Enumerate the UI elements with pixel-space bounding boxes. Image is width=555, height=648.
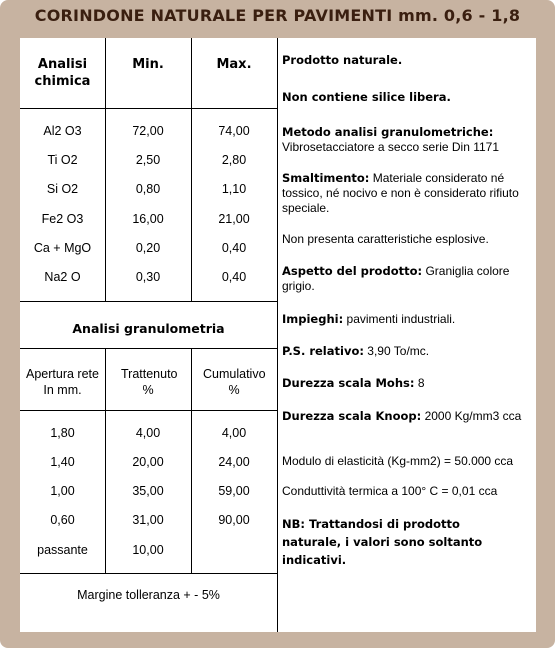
chem-max: 21,00 xyxy=(218,212,250,226)
info-method xyxy=(282,125,532,155)
info-appearance-label: Aspetto del prodotto: xyxy=(282,264,423,278)
chem-header-divider xyxy=(20,108,277,109)
info-nb: NB: Trattandosi di prodotto naturale, i valori sono soltanto indicativi. xyxy=(282,517,483,567)
info-disposal-text: Materiale considerato né tossico, né nocivo e non è considerato rifiuto speciale. xyxy=(282,171,519,215)
chem-element: Si O2 xyxy=(46,182,79,196)
chem-element: Ti O2 xyxy=(47,153,78,167)
info-elasticity: Modulo di elasticità (Kg-mm2) = 50.000 cca xyxy=(282,454,514,468)
chem-element: Ca + MgO xyxy=(33,241,92,255)
info-natural: Prodotto naturale. xyxy=(282,53,403,67)
page-title: CORINDONE NATURALE PER PAVIMENTI mm. 0,6 - 1,8 xyxy=(34,6,521,25)
info-mohs-label: Durezza scala Mohs: xyxy=(282,376,415,390)
chem-min: 2,50 xyxy=(135,153,161,167)
tolerance-note: Margine tolleranza + - 5% xyxy=(77,588,220,602)
chem-min: 0,80 xyxy=(135,182,161,196)
chem-header-min: Min. xyxy=(132,57,164,72)
info-method-text: Vibrosetacciatore a secco serie Din 1171 xyxy=(282,140,500,154)
chem-header-max: Max. xyxy=(216,57,252,72)
info-knoop-text: 2000 Kg/mm3 cca xyxy=(424,409,522,423)
info-disposal-label: Smaltimento: xyxy=(282,171,370,185)
gran-trattenuto: 10,00 xyxy=(132,543,164,557)
gran-header-trattenuto: Trattenuto % xyxy=(121,367,178,397)
gran-title: Analisi granulometria xyxy=(72,321,225,336)
chem-max: 0,40 xyxy=(221,270,247,284)
gran-apertura: 1,80 xyxy=(50,426,75,440)
info-disposal xyxy=(282,171,532,216)
info-explosive: Non presenta caratteristiche esplosive. xyxy=(282,232,489,246)
gran-header-apertura: Apertura rete In mm. xyxy=(26,367,99,397)
gran-header-divider xyxy=(20,410,277,411)
gran-cumulativo: 4,00 xyxy=(221,426,247,440)
gran-apertura: 0,60 xyxy=(50,513,75,527)
chem-min: 16,00 xyxy=(132,212,164,226)
chem-table-bottom xyxy=(20,301,277,302)
chem-min: 0,30 xyxy=(135,270,161,284)
info-uses-label: Impieghi: xyxy=(282,312,344,326)
tables-panel xyxy=(20,38,278,632)
chem-element: Fe2 O3 xyxy=(41,212,84,226)
info-weight-text: 3,90 To/mc. xyxy=(367,344,430,358)
gran-trattenuto: 31,00 xyxy=(132,513,164,527)
info-knoop-label: Durezza scala Knoop: xyxy=(282,409,422,423)
info-appearance-text: Graniglia colore grigio. xyxy=(282,264,510,293)
chem-max: 74,00 xyxy=(218,124,250,138)
gran-cumulativo: 59,00 xyxy=(218,484,250,498)
chem-max: 1,10 xyxy=(221,182,247,196)
info-uses xyxy=(282,312,532,327)
info-mohs xyxy=(282,376,532,391)
info-weight xyxy=(282,344,532,359)
chem-element: Na2 O xyxy=(44,270,81,284)
chem-element: Al2 O3 xyxy=(43,124,82,138)
info-weight-label: P.S. relativo: xyxy=(282,344,364,358)
gran-trattenuto: 35,00 xyxy=(132,484,164,498)
gran-table-bottom xyxy=(20,573,277,574)
chem-max: 0,40 xyxy=(221,241,247,255)
gran-apertura: 1,40 xyxy=(50,455,75,469)
gran-title-divider xyxy=(20,348,277,349)
gran-cumulativo: 24,00 xyxy=(218,455,250,469)
chem-max: 2,80 xyxy=(221,153,247,167)
gran-trattenuto: 20,00 xyxy=(132,455,164,469)
chem-min: 0,20 xyxy=(135,241,161,255)
info-mohs-text: 8 xyxy=(417,376,425,390)
chem-header-analisi: Analisi chimica xyxy=(34,57,91,89)
gran-apertura: passante xyxy=(37,543,88,557)
gran-apertura: 1,00 xyxy=(50,484,75,498)
info-conductivity: Conduttività termica a 100° C = 0,01 cca xyxy=(282,484,498,498)
info-appearance xyxy=(282,264,532,294)
info-method-label: Metodo analisi granulometriche: xyxy=(282,125,494,139)
gran-header-cumulativo: Cumulativo % xyxy=(203,367,266,397)
data-sheet xyxy=(20,38,536,632)
gran-cumulativo: 90,00 xyxy=(218,513,250,527)
chem-col-divider-1 xyxy=(105,38,106,301)
chem-min: 72,00 xyxy=(132,124,164,138)
chem-col-divider-2 xyxy=(191,38,192,301)
info-knoop xyxy=(282,409,532,424)
info-uses-text: pavimenti industriali. xyxy=(346,312,456,326)
gran-trattenuto: 4,00 xyxy=(135,426,161,440)
info-no-silica: Non contiene silice libera. xyxy=(282,90,451,104)
